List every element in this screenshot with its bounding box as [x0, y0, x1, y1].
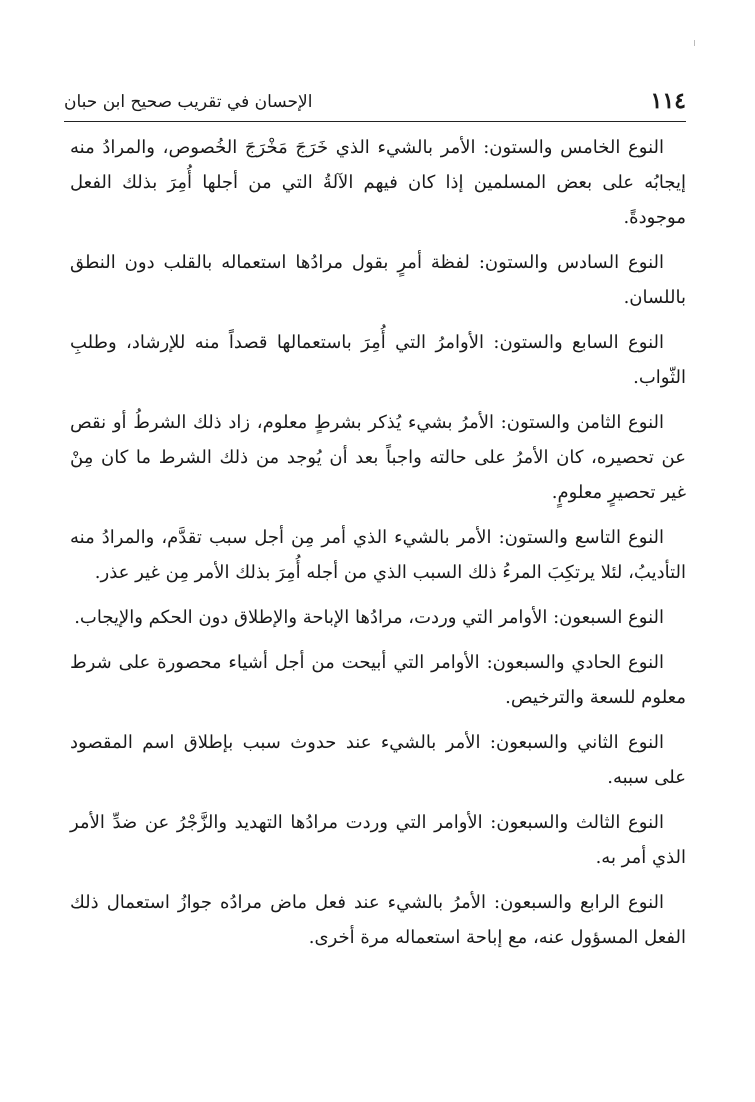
- header-divider: [64, 121, 686, 122]
- running-title: الإحسان في تقريب صحيح ابن حبان: [64, 92, 313, 112]
- page-number: ١١٤: [650, 88, 686, 114]
- paragraph-type-67: النوع السابع والستون: الأوامرُ التي أُمِرَ باستعمالها قصداً منه للإرشاد، وطلبِ الثّواب.: [70, 332, 686, 388]
- paragraph-type-71: النوع الحادي والسبعون: الأوامر التي أبيحت من أجل أشياء محصورة على شرط معلوم للسعة والترخيص.: [70, 652, 686, 708]
- body-text: [70, 130, 686, 965]
- paragraph-type-72: النوع الثاني والسبعون: الأمر بالشيء عند حدوث سبب بإطلاق اسم المقصود على سببه.: [70, 732, 686, 788]
- paragraph-type-65: النوع الخامس والستون: الأمر بالشيء الذي خَرَجَ مَخْرَجَ الخُصوص، والمرادُ منه إيجابُه على بعض المسلمين إذا كان فيهم الآلةُ التي من أجلها أُمِرَ بذلك الفعل موجودةً.: [70, 137, 686, 228]
- paragraph-type-70: النوع السبعون: الأوامر التي وردت، مرادُها الإباحة والإطلاق دون الحكم والإيجاب.: [74, 607, 664, 628]
- paragraph-type-68: النوع الثامن والستون: الأمرُ بشيء يُذكر بشرطٍ معلوم، زاد ذلك الشرطُ أو نقص عن تحصيره، كان الأمرُ على حالته واجباً بعد أن يُوجد من ذلك الشرط ما كان مِنْ غير تحصيرٍ معلومٍ.: [70, 412, 686, 503]
- paragraph-type-66: النوع السادس والستون: لفظة أمرٍ بقول مرادُها استعماله بالقلب دون النطق باللسان.: [70, 252, 686, 308]
- paragraph-type-69: النوع التاسع والستون: الأمر بالشيء الذي أمر مِن أجل سبب تقدَّم، والمرادُ منه التأديبُ، لئلا يرتكِبَ المرءُ ذلك السبب الذي من أجله أُمِرَ بذلك الأمر مِن غير عذر.: [70, 527, 686, 583]
- paragraph-type-73: النوع الثالث والسبعون: الأوامر التي وردت مرادُها التهديد والزَّجْرُ عن ضدِّ الأمر الذي أمر به.: [70, 812, 686, 868]
- paragraph-type-74: النوع الرابع والسبعون: الأمرُ بالشيء عند فعل ماض مرادُه جوازُ استعمال ذلك الفعل المسؤول عنه، مع إباحة استعماله مرة أخرى.: [70, 892, 686, 948]
- page-corner-mark: [694, 40, 695, 46]
- page-header: [64, 86, 686, 116]
